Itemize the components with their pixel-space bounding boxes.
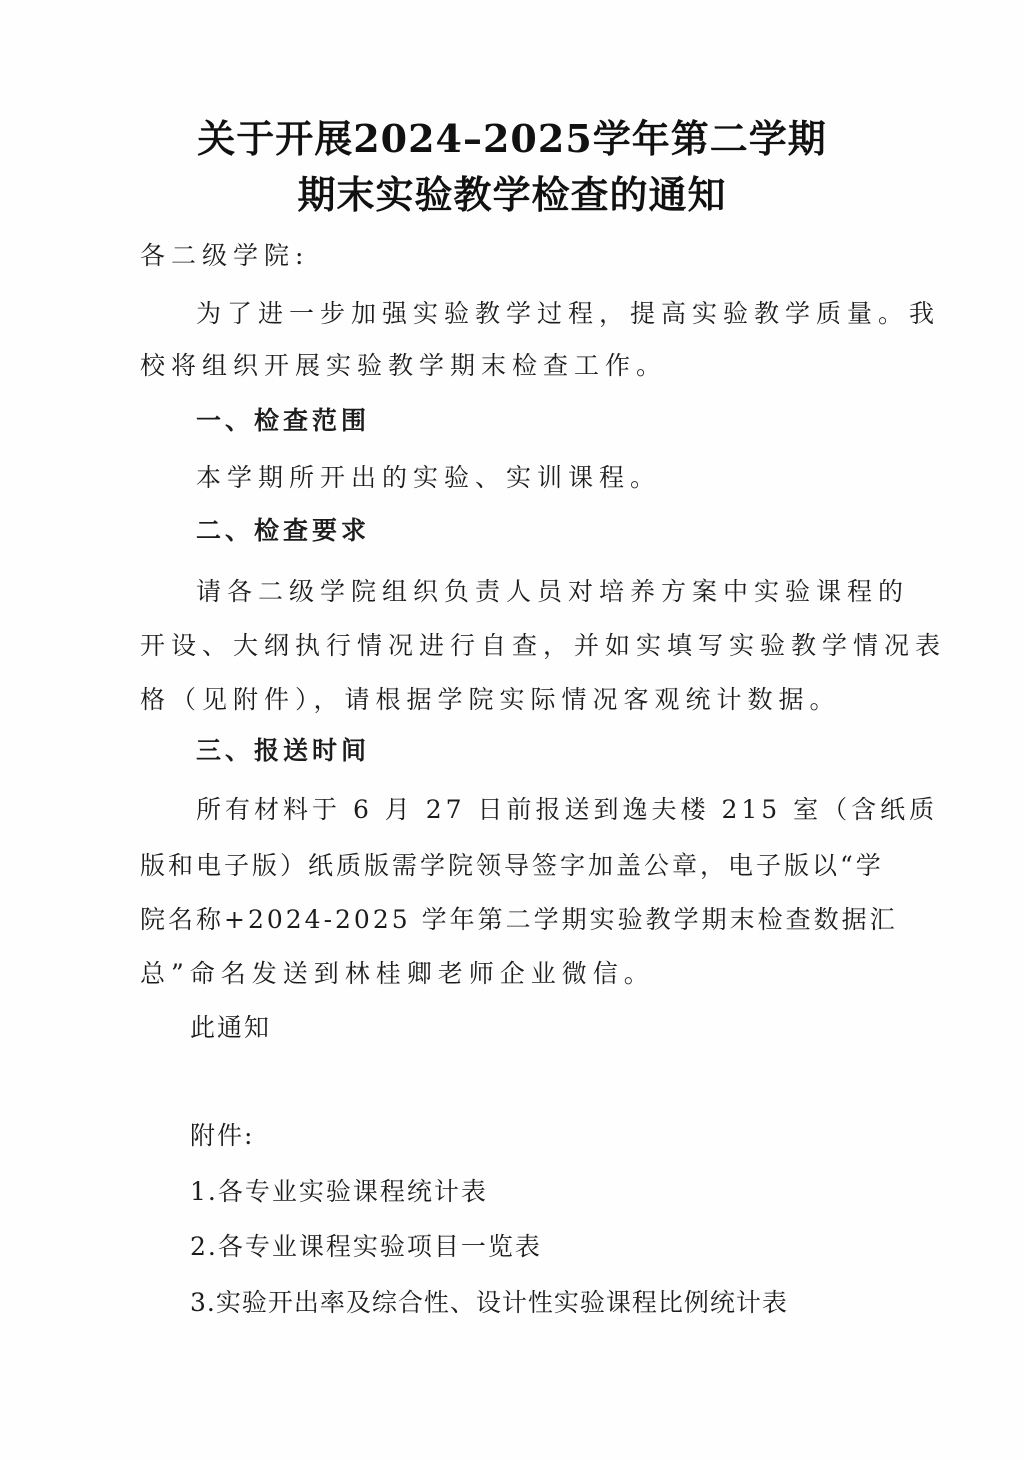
document-title-line-2: 期末实验教学检查的通知: [297, 172, 727, 217]
attachments-label: 附件:: [190, 1121, 255, 1150]
salutation: 各二级学院:: [140, 241, 310, 270]
section-1-heading: 一、检查范围: [196, 406, 371, 435]
attachment-item-3: 3.实验开出率及综合性、设计性实验课程比例统计表: [190, 1288, 788, 1317]
section-3-line-4: 总”命名发送到林桂卿老师企业微信。: [140, 959, 655, 988]
section-2-line-1: 请各二级学院组织负责人员对培养方案中实验课程的: [196, 577, 910, 606]
section-3-heading: 三、报送时间: [196, 736, 371, 765]
attachment-item-2: 2.各专业课程实验项目一览表: [190, 1232, 542, 1261]
section-2-line-2: 开设、大纲执行情况进行自查，并如实填写实验教学情况表: [140, 631, 947, 660]
intro-line-1: 为了进一步加强实验教学过程，提高实验教学质量。我: [196, 299, 941, 328]
intro-line-2: 校将组织开展实验教学期末检查工作。: [140, 351, 668, 380]
attachment-item-1: 1.各专业实验课程统计表: [190, 1177, 488, 1206]
section-2-heading: 二、检查要求: [196, 516, 371, 545]
closing-text: 此通知: [190, 1013, 272, 1042]
section-3-line-3: 院名称+2024-2025 学年第二学期实验教学期末检查数据汇: [140, 905, 898, 934]
section-3-line-2: 版和电子版）纸质版需学院领导签字加盖公章，电子版以“学: [140, 851, 884, 880]
section-1-body: 本学期所开出的实验、实训课程。: [196, 463, 662, 492]
document-title-line-1: 关于开展2024–2025学年第二学期: [197, 116, 827, 161]
section-2-line-3: 格（见附件），请根据学院实际情况客观统计数据。: [140, 685, 841, 714]
section-3-line-1: 所有材料于 6 月 27 日前报送到逸夫楼 215 室（含纸质: [196, 795, 939, 824]
